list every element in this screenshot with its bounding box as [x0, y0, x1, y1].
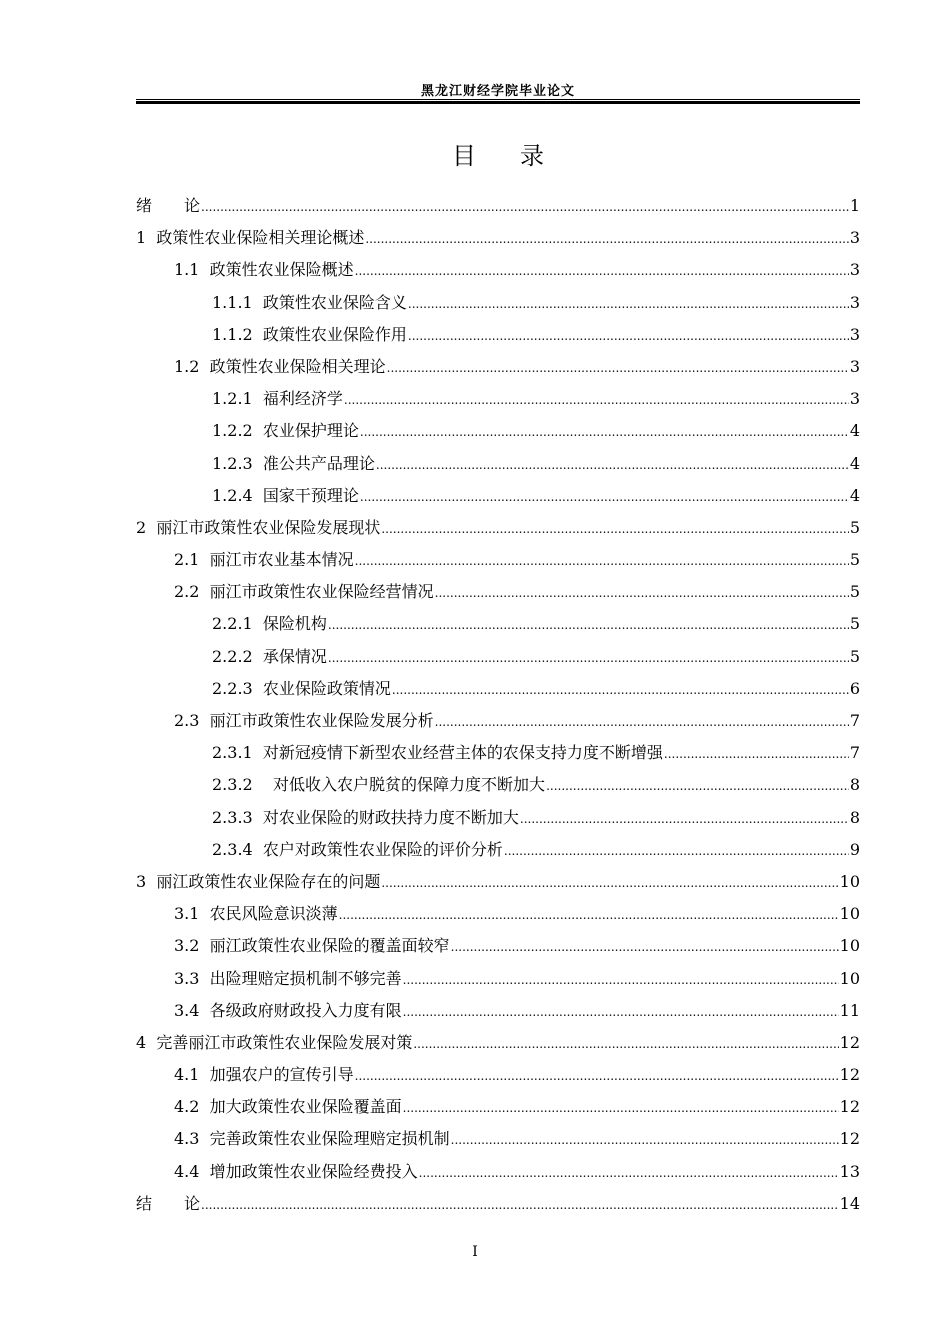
toc-entry-page: 3	[849, 389, 860, 409]
toc-dot-leader	[365, 225, 848, 253]
toc-entry-label: 1.1.1 政策性农业保险含义	[212, 292, 407, 312]
toc-dot-leader	[344, 386, 849, 414]
toc-entry-label: 1.2.2 农业保护理论	[212, 421, 359, 441]
toc-entry-page: 3	[849, 228, 860, 248]
toc-entry-page: 12	[839, 1032, 860, 1052]
toc-dot-leader	[408, 290, 849, 318]
toc-dot-leader	[387, 354, 849, 382]
toc-entry[interactable]	[136, 804, 860, 836]
toc-entry[interactable]	[136, 868, 860, 900]
toc-entry-page: 5	[849, 517, 860, 537]
toc-entry-label: 3.4 各级政府财政投入力度有限	[174, 1000, 402, 1020]
toc-entry[interactable]	[136, 900, 860, 932]
toc-dot-leader	[392, 676, 849, 704]
toc-dot-leader	[413, 1030, 838, 1058]
toc-dot-leader	[381, 515, 848, 543]
toc-entry[interactable]	[136, 417, 860, 449]
toc-dot-leader	[408, 322, 849, 350]
toc-entry-page: 10	[839, 968, 860, 988]
toc-entry-page: 8	[849, 775, 860, 795]
toc-entry-page: 10	[839, 871, 860, 891]
toc-dot-leader	[381, 869, 838, 897]
toc-dot-leader	[339, 901, 839, 929]
toc-entry[interactable]	[136, 707, 860, 739]
toc-entry[interactable]	[136, 965, 860, 997]
toc-entry-page: 3	[849, 260, 860, 280]
toc-entry[interactable]	[136, 546, 860, 578]
toc-entry-label: 1 政策性农业保险相关理论概述	[136, 228, 365, 248]
toc-entry-page: 4	[849, 453, 860, 473]
toc-entry-label: 2.3 丽江市政策性农业保险发展分析	[174, 711, 434, 730]
toc-entry[interactable]	[136, 1093, 860, 1125]
table-of-contents	[136, 192, 860, 1222]
toc-entry-page: 7	[849, 711, 860, 730]
toc-entry-label: 绪 论	[136, 196, 201, 215]
toc-dot-leader	[201, 193, 849, 221]
toc-entry-label: 4.2 加大政策性农业保险覆盖面	[174, 1097, 402, 1117]
toc-entry-page: 5	[849, 550, 860, 570]
toc-dot-leader	[355, 547, 849, 575]
toc-entry-label: 4.4 增加政策性农业保险经费投入	[174, 1161, 418, 1181]
toc-entry-page: 7	[849, 743, 860, 763]
toc-entry-page: 13	[839, 1161, 860, 1181]
toc-entry[interactable]	[136, 932, 860, 964]
toc-dot-leader	[376, 451, 849, 479]
toc-entry-page: 4	[849, 485, 860, 505]
toc-entry-label: 1.2.1 福利经济学	[212, 389, 343, 409]
toc-entry-label: 2.3.1 对新冠疫情下新型农业经营主体的农保支持力度不断增强	[212, 743, 663, 763]
header-rule-thin	[136, 99, 860, 100]
toc-entry[interactable]	[136, 256, 860, 288]
toc-entry-page: 3	[849, 356, 860, 376]
toc-entry-label: 2.3.4 农户对政策性农业保险的评价分析	[212, 839, 503, 859]
toc-entry[interactable]	[136, 643, 860, 675]
toc-entry-label: 结 论	[136, 1193, 201, 1213]
toc-entry-page: 9	[849, 839, 860, 859]
toc-entry[interactable]	[136, 1125, 860, 1157]
toc-entry[interactable]	[136, 385, 860, 417]
toc-entry-label: 2.2.3 农业保险政策情况	[212, 678, 391, 698]
toc-title: 目录	[452, 142, 588, 170]
toc-entry[interactable]	[136, 836, 860, 868]
toc-dot-leader	[419, 1159, 839, 1187]
toc-dot-leader	[664, 740, 849, 768]
toc-entry[interactable]	[136, 1029, 860, 1061]
toc-entry-page: 1	[849, 196, 860, 215]
toc-entry[interactable]	[136, 1061, 860, 1093]
toc-entry-page: 3	[849, 324, 860, 344]
toc-entry-label: 2.2.2 承保情况	[212, 646, 327, 666]
toc-entry[interactable]	[136, 1190, 860, 1222]
toc-entry-page: 3	[849, 292, 860, 312]
toc-dot-leader	[403, 998, 839, 1026]
toc-dot-leader	[328, 611, 849, 639]
toc-dot-leader	[403, 966, 839, 994]
toc-entry-page: 5	[849, 646, 860, 666]
toc-dot-leader	[360, 418, 849, 446]
toc-entry[interactable]	[136, 739, 860, 771]
toc-dot-leader	[546, 772, 849, 800]
toc-entry-page: 4	[849, 421, 860, 441]
toc-entry-page: 14	[839, 1193, 860, 1213]
toc-entry-label: 3.3 出险理赔定损机制不够完善	[174, 968, 402, 988]
toc-dot-leader	[355, 257, 849, 285]
toc-entry-label: 2.2 丽江市政策性农业保险经营情况	[174, 582, 434, 602]
toc-entry-page: 12	[839, 1129, 860, 1149]
toc-entry[interactable]	[136, 353, 860, 385]
toc-entry[interactable]	[136, 514, 860, 546]
toc-entry-label: 2.1 丽江市农业基本情况	[174, 550, 354, 570]
toc-entry-label: 1.2 政策性农业保险相关理论	[174, 356, 386, 376]
toc-dot-leader	[360, 483, 849, 511]
toc-entry-page: 5	[849, 614, 860, 634]
toc-entry-label: 2.3.2 对低收入农户脱贫的保障力度不断加大	[212, 775, 546, 795]
toc-entry-label: 1.1 政策性农业保险概述	[174, 260, 354, 280]
toc-entry-label: 2.2.1 保险机构	[212, 614, 327, 634]
toc-dot-leader	[328, 644, 849, 672]
toc-entry[interactable]	[136, 771, 860, 803]
toc-entry-label: 3.2 丽江政策性农业保险的覆盖面较窄	[174, 936, 450, 956]
toc-entry-page: 5	[849, 582, 860, 602]
toc-entry[interactable]	[136, 192, 860, 224]
running-header: 黑龙江财经学院毕业论文	[420, 84, 575, 99]
toc-entry-label: 1.1.2 政策性农业保险作用	[212, 324, 407, 344]
toc-entry-page: 6	[849, 678, 860, 698]
toc-dot-leader	[435, 708, 849, 736]
toc-entry-page: 12	[839, 1065, 860, 1085]
toc-entry-page: 10	[839, 904, 860, 924]
toc-entry-label: 3 丽江政策性农业保险存在的问题	[136, 871, 381, 891]
toc-dot-leader	[355, 1062, 839, 1090]
toc-entry[interactable]	[136, 675, 860, 707]
toc-entry-page: 10	[839, 936, 860, 956]
toc-entry[interactable]	[136, 450, 860, 482]
toc-entry-label: 4 完善丽江市政策性农业保险发展对策	[136, 1032, 413, 1052]
toc-entry-page: 12	[839, 1097, 860, 1117]
toc-entry-label: 3.1 农民风险意识淡薄	[174, 904, 338, 924]
toc-dot-leader	[435, 579, 849, 607]
toc-entry[interactable]	[136, 610, 860, 642]
page-number: I	[472, 1244, 478, 1260]
toc-entry-label: 2.3.3 对农业保险的财政扶持力度不断加大	[212, 807, 519, 827]
header-rule-thick	[136, 101, 860, 104]
toc-entry-page: 8	[849, 807, 860, 827]
toc-dot-leader	[403, 1094, 839, 1122]
toc-entry[interactable]	[136, 224, 860, 256]
toc-entry-label: 2 丽江市政策性农业保险发展现状	[136, 517, 381, 537]
toc-entry-label: 4.3 完善政策性农业保险理赔定损机制	[174, 1129, 450, 1149]
toc-entry[interactable]	[136, 1158, 860, 1190]
toc-dot-leader	[520, 805, 849, 833]
toc-entry[interactable]	[136, 997, 860, 1029]
toc-entry[interactable]	[136, 482, 860, 514]
toc-dot-leader	[451, 1126, 839, 1154]
toc-dot-leader	[201, 1191, 839, 1219]
toc-entry[interactable]	[136, 321, 860, 353]
toc-dot-leader	[451, 933, 839, 961]
toc-entry[interactable]	[136, 289, 860, 321]
toc-entry-label: 1.2.3 准公共产品理论	[212, 453, 375, 473]
toc-entry-label: 1.2.4 国家干预理论	[212, 485, 359, 505]
toc-entry-label: 4.1 加强农户的宣传引导	[174, 1065, 354, 1085]
toc-entry-page: 11	[839, 1000, 860, 1020]
toc-dot-leader	[504, 837, 849, 865]
toc-entry[interactable]	[136, 578, 860, 610]
